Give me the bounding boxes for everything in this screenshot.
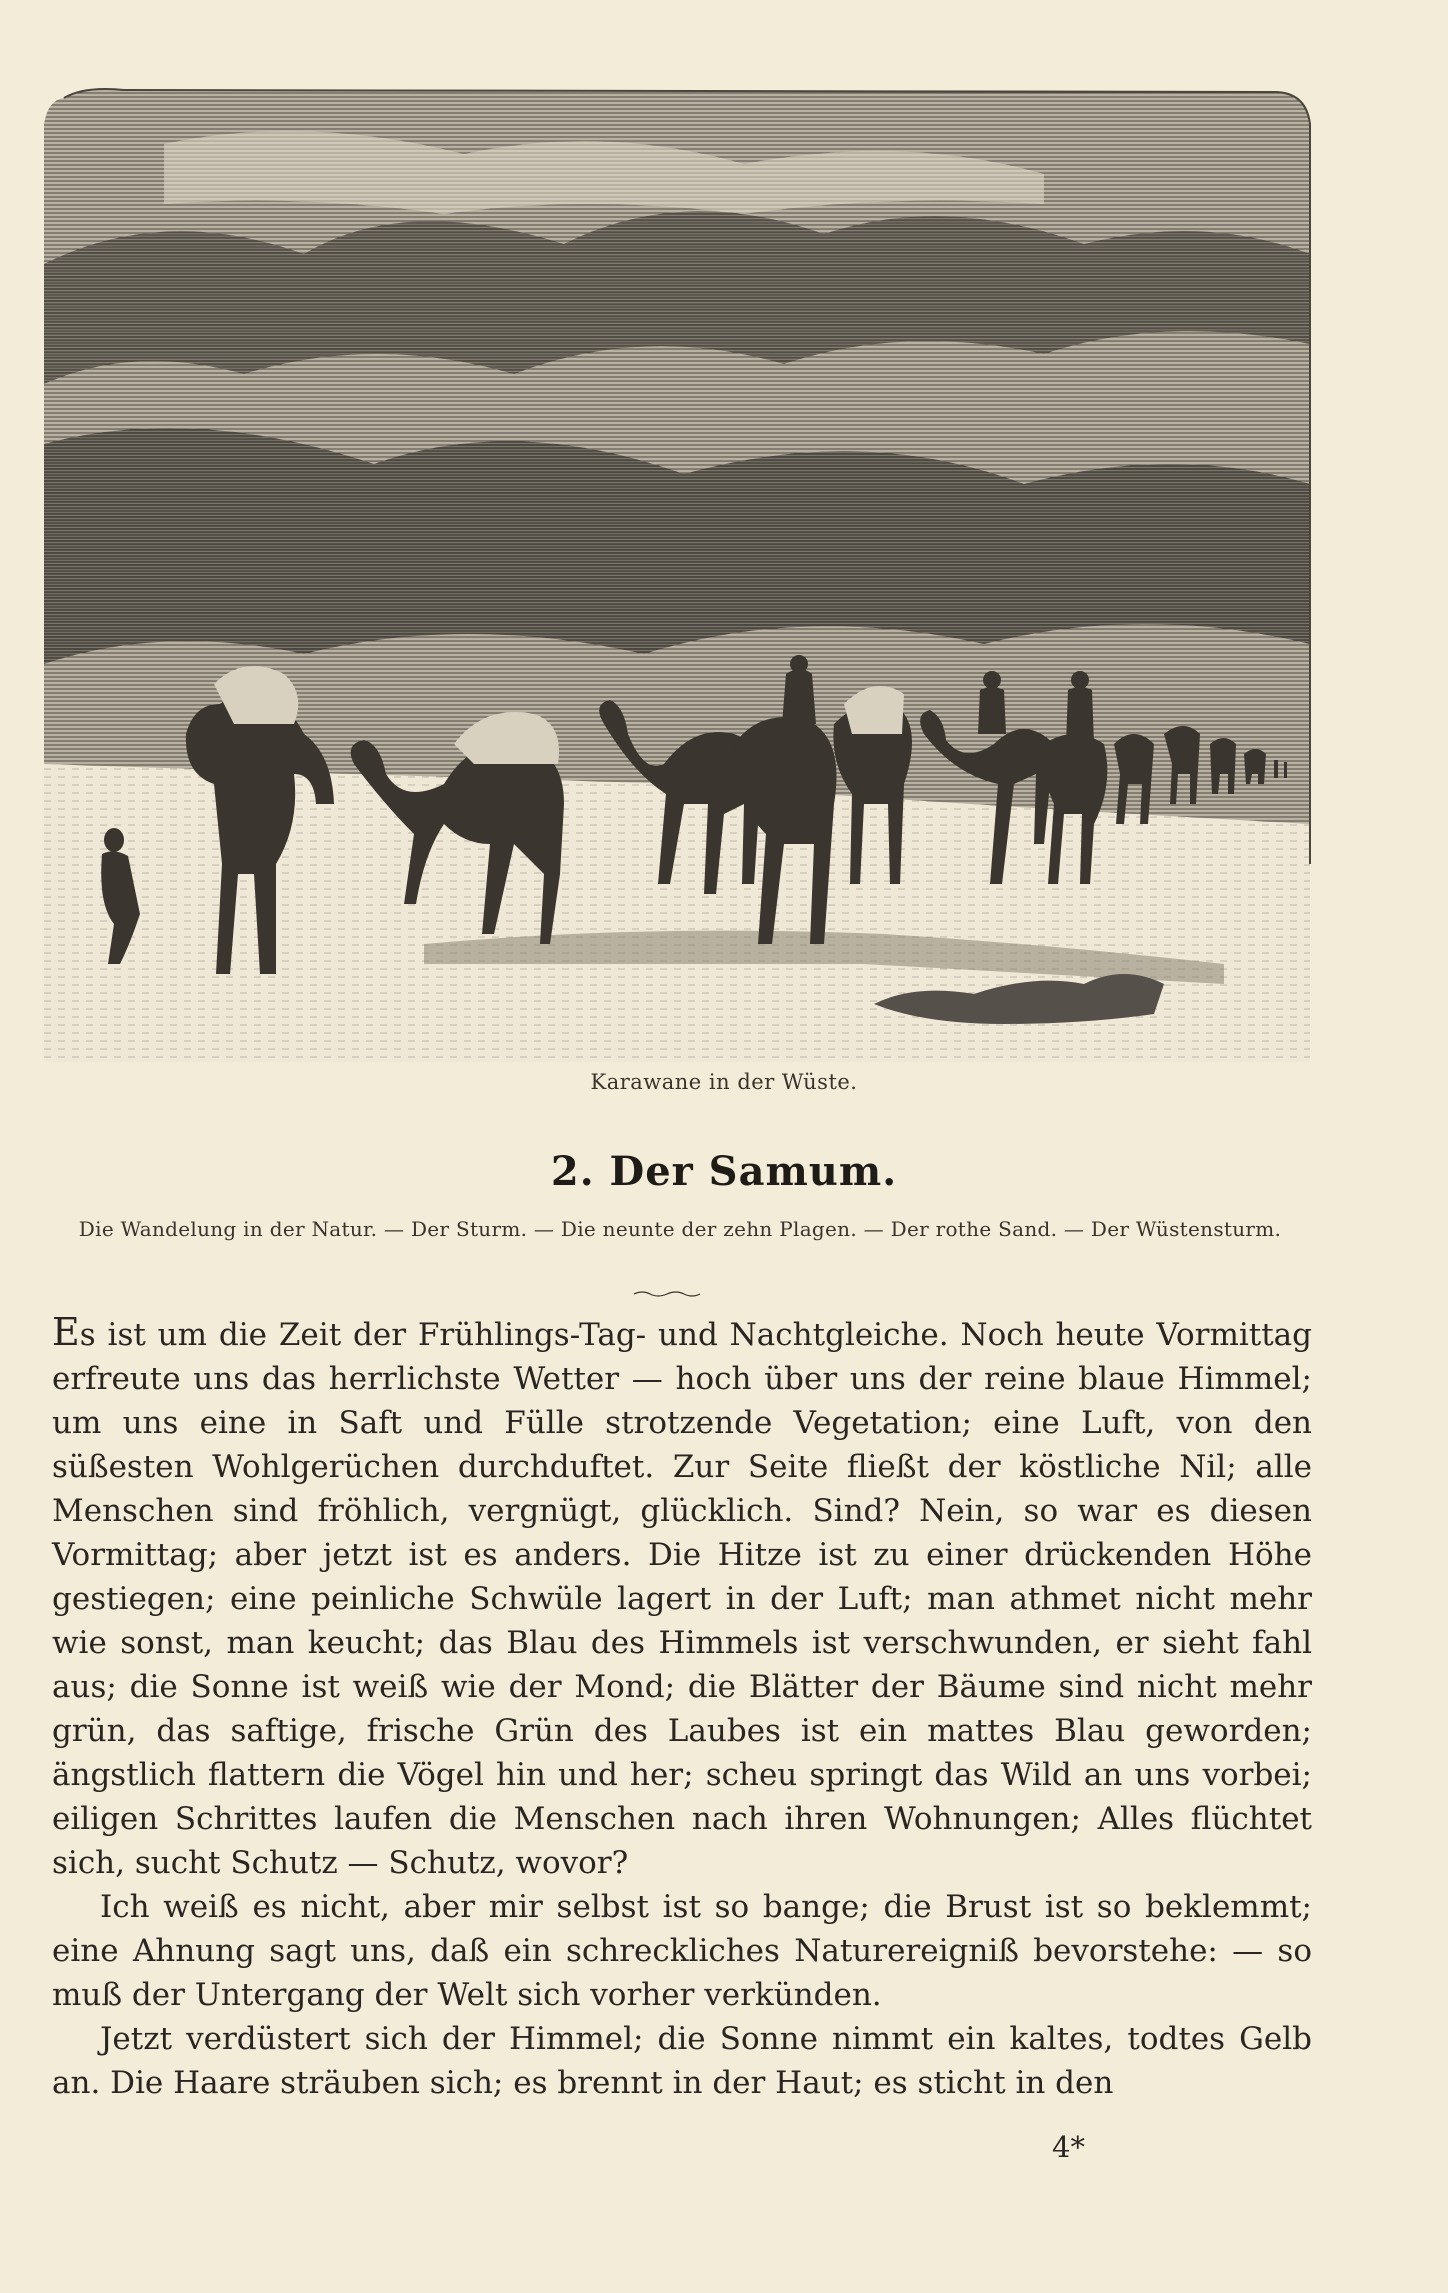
paragraph-3: Jetzt verdüstert sich der Himmel; die Sonne nimmt ein kaltes, todtes Gelb an. Die Haare sträuben sich; es brennt in der Haut; es sticht in den	[52, 2021, 1312, 2101]
chapter-title: 2. Der Samum.	[550, 1148, 898, 1195]
caravan-engraving	[44, 84, 1314, 1062]
ornament-divider	[634, 1290, 700, 1298]
page-number: 4*	[1052, 2130, 1085, 2164]
chapter-summary: Die Wandelung in der Natur. — Der Sturm. — Die neunte der zehn Plagen. — Der rothe Sand. — Der Wüstensturm.	[78, 1217, 1282, 1241]
body-text	[52, 1310, 1312, 2105]
illustration-caption: Karawane in der Wüste.	[590, 1070, 858, 1094]
paragraph-1: Es ist um die Zeit der Frühlings-Tag- und Nachtgleiche. Noch heute Vormittag erfreute uns das herrlichste Wetter — hoch über uns der reine blaue Himmel; um uns eine in Saft und Fülle strotzende Vegetation; eine Luft, von den süßesten Wohlgerüchen durchduftet. Zur Seite fließt der köstliche Nil; alle Menschen sind fröhlich, vergnügt, glücklich. Sind? Nein, so war es diesen Vormittag; aber jetzt ist es anders. Die Hitze ist zu einer drückenden Höhe gestiegen; eine peinliche Schwüle lagert in der Luft; man athmet nicht mehr wie sonst, man keucht; das Blau des Himmels ist verschwunden, er sieht fahl aus; die Sonne ist weiß wie der Mond; die Blätter der Bäume sind nicht mehr grün, das saftige, frische Grün des Laubes ist ein mattes Blau geworden; ängstlich flattern die Vögel hin und her; scheu springt das Wild an uns vorbei; eiligen Schrittes laufen die Menschen nach ihren Wohnungen; Alles flüchtet sich, sucht Schutz — Schutz, wovor?	[52, 1310, 1312, 1881]
caravan-illustration	[44, 84, 1314, 1062]
paragraph-2: Ich weiß es nicht, aber mir selbst ist so bange; die Brust ist so beklemmt; eine Ahnung sagt uns, daß ein schreckliches Naturereigniß bevorstehe: — so muß der Untergang der Welt sich vorher verkünden.	[52, 1889, 1312, 2013]
